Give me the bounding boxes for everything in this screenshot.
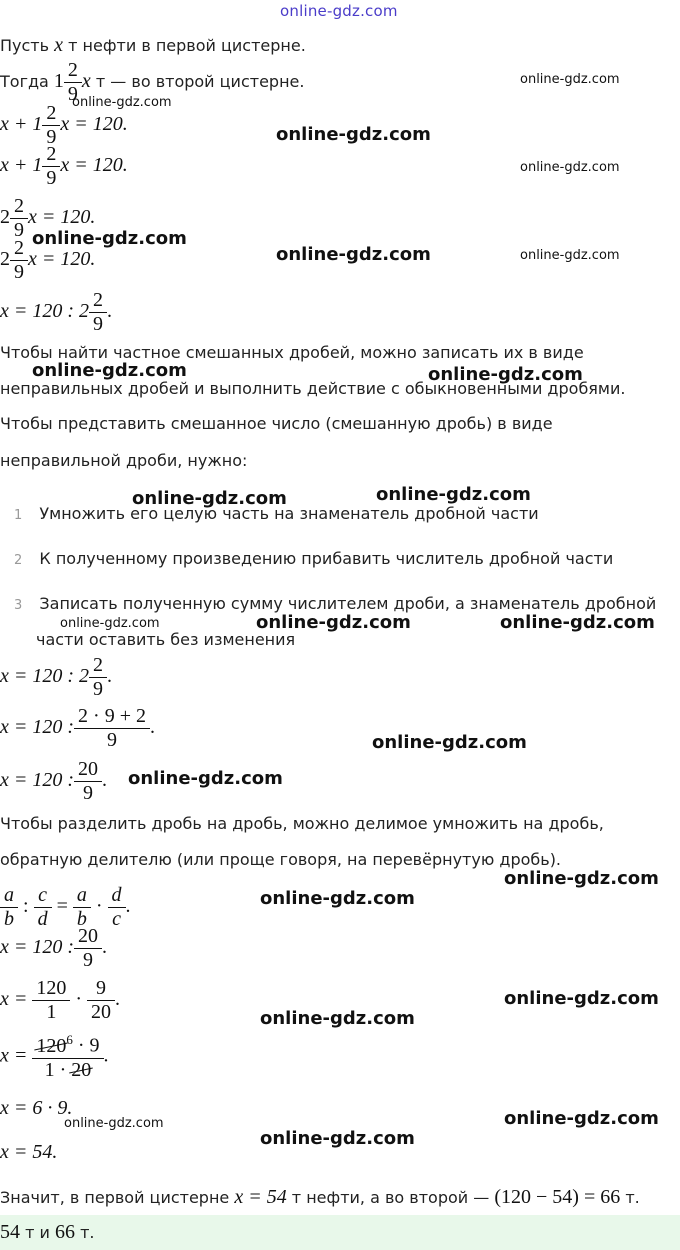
fraction: $\frac{2}{9}$ [12, 196, 26, 241]
fraction: $\frac{a}{b}$ [75, 885, 89, 930]
answer: 54 т и 66 т. [0, 1221, 95, 1243]
list-item [14, 594, 656, 613]
division-line-2: обратную делителю (или проще говоря, на перевёрнутую дробь). [0, 850, 562, 869]
watermark: online-gdz.com [428, 364, 583, 385]
fraction: $\frac{2 \cdot 9 + 2}{9}$ [76, 706, 148, 751]
watermark: online-gdz.com [520, 72, 620, 87]
fraction: $\frac{2}{9}$ [91, 290, 105, 335]
fraction: $\frac{2}{9}$ [44, 144, 58, 189]
watermark-top: online-gdz.com [280, 2, 398, 20]
fraction: $\frac{2}{9}$ [12, 238, 26, 283]
watermark: online-gdz.com [504, 868, 659, 889]
fraction: $\frac{120}{1}$ [34, 978, 68, 1023]
fraction: $\frac{c}{d}$ [36, 885, 50, 930]
watermark: online-gdz.com [372, 732, 527, 753]
equation-2-repeat: 2 $\frac{2}{9}$ x = 120. [0, 237, 96, 283]
watermark: online-gdz.com [72, 95, 172, 110]
watermark: online-gdz.com [520, 160, 620, 175]
equation-1-repeat: x + 1 $\frac{2}{9}$ x = 120. [0, 143, 128, 189]
intro-line-2: Тогда 1 $\frac{2}{9}$ x т — во второй цистерне. [0, 59, 305, 105]
solution-1: x = 120 : $\frac{20}{9}$ . [0, 925, 108, 971]
list-number: 2 [14, 553, 23, 568]
solution-4: x = 6 · 9. [0, 1097, 73, 1119]
struck-number: 20 [71, 1058, 92, 1081]
list-item [14, 549, 613, 568]
fraction: $\frac{2}{9}$ [44, 103, 58, 148]
fraction: $\frac{d}{c}$ [110, 885, 124, 930]
explanation-line-1: Чтобы найти частное смешанных дробей, можно записать их в виде [0, 343, 584, 362]
explanation-line-2: неправильных дробей и выполнить действие с обыкновенными дробями. [0, 379, 626, 398]
watermark: online-gdz.com [132, 488, 287, 509]
watermark: online-gdz.com [504, 988, 659, 1009]
fraction: $\frac{2}{9}$ [91, 655, 105, 700]
watermark: online-gdz.com [376, 484, 531, 505]
equation-2: 2 $\frac{2}{9}$ x = 120. [0, 195, 96, 241]
list-text: К полученному произведению прибавить числитель дробной части [39, 549, 614, 568]
watermark: online-gdz.com [60, 616, 160, 631]
struck-number: 120 [36, 1034, 67, 1057]
list-text-continuation: части оставить без изменения [36, 630, 296, 649]
watermark: online-gdz.com [520, 248, 620, 263]
division-line-1: Чтобы разделить дробь на дробь, можно делимое умножить на дробь, [0, 814, 604, 833]
list-text: Умножить его целую часть на знаменатель дробной части [39, 504, 539, 523]
fraction: $\frac{20}{9}$ [76, 759, 100, 804]
watermark: online-gdz.com [276, 124, 431, 145]
watermark: online-gdz.com [260, 1008, 415, 1029]
explanation-line-3: Чтобы представить смешанное число (смешанную дробь) в виде [0, 414, 553, 433]
watermark: online-gdz.com [128, 768, 283, 789]
conversion-2: x = 120 : $\frac{2 \cdot 9 + 2}{9}$ . [0, 705, 155, 751]
fraction: $\frac{9}{20}$ [89, 978, 113, 1023]
watermark: online-gdz.com [256, 612, 411, 633]
intro-line-1: Пусть x т нефти в первой цистерне. [0, 34, 306, 56]
solution-5: x = 54. [0, 1141, 58, 1163]
answer-box [0, 1215, 680, 1250]
conclusion: Значит, в первой цистерне x = 54 т нефти, а во второй — (120 − 54) = 66 т. [0, 1186, 640, 1208]
conversion-1: x = 120 : 2 $\frac{2}{9}$ . [0, 654, 113, 700]
fraction: $\frac{120^6 \cdot 9}{1 \cdot 20}$ [34, 1033, 101, 1081]
watermark: online-gdz.com [276, 244, 431, 265]
fraction: $\frac{a}{b}$ [2, 885, 16, 930]
division-rule: $\frac{a}{b}$ : $\frac{c}{d}$ = $\frac{a}{b}$ · $\frac{d}{c}$ . [0, 885, 131, 930]
solution-2: x = $\frac{120}{1}$ · $\frac{9}{20}$ . [0, 977, 121, 1023]
watermark: online-gdz.com [32, 228, 187, 249]
fraction: $\frac{20}{9}$ [76, 926, 100, 971]
equation-3: x = 120 : 2 $\frac{2}{9}$ . [0, 289, 113, 335]
watermark: online-gdz.com [500, 612, 655, 633]
watermark: online-gdz.com [32, 360, 187, 381]
watermark: online-gdz.com [504, 1108, 659, 1129]
explanation-line-4: неправильной дроби, нужно: [0, 451, 248, 470]
watermark: online-gdz.com [260, 888, 415, 909]
list-text: Записать полученную сумму числителем дроби, а знаменатель дробной [39, 594, 657, 613]
list-number: 3 [14, 598, 23, 613]
conversion-3: x = 120 : $\frac{20}{9}$ . [0, 758, 108, 804]
fraction: $\frac{2}{9}$ [66, 60, 80, 105]
equation-1: x + 1 $\frac{2}{9}$ x = 120. [0, 102, 128, 148]
watermark: online-gdz.com [64, 1116, 164, 1131]
list-number: 1 [14, 508, 23, 523]
watermark: online-gdz.com [260, 1128, 415, 1149]
solution-3: x = $\frac{120^6 \cdot 9}{1 \cdot 20}$ . [0, 1032, 109, 1081]
